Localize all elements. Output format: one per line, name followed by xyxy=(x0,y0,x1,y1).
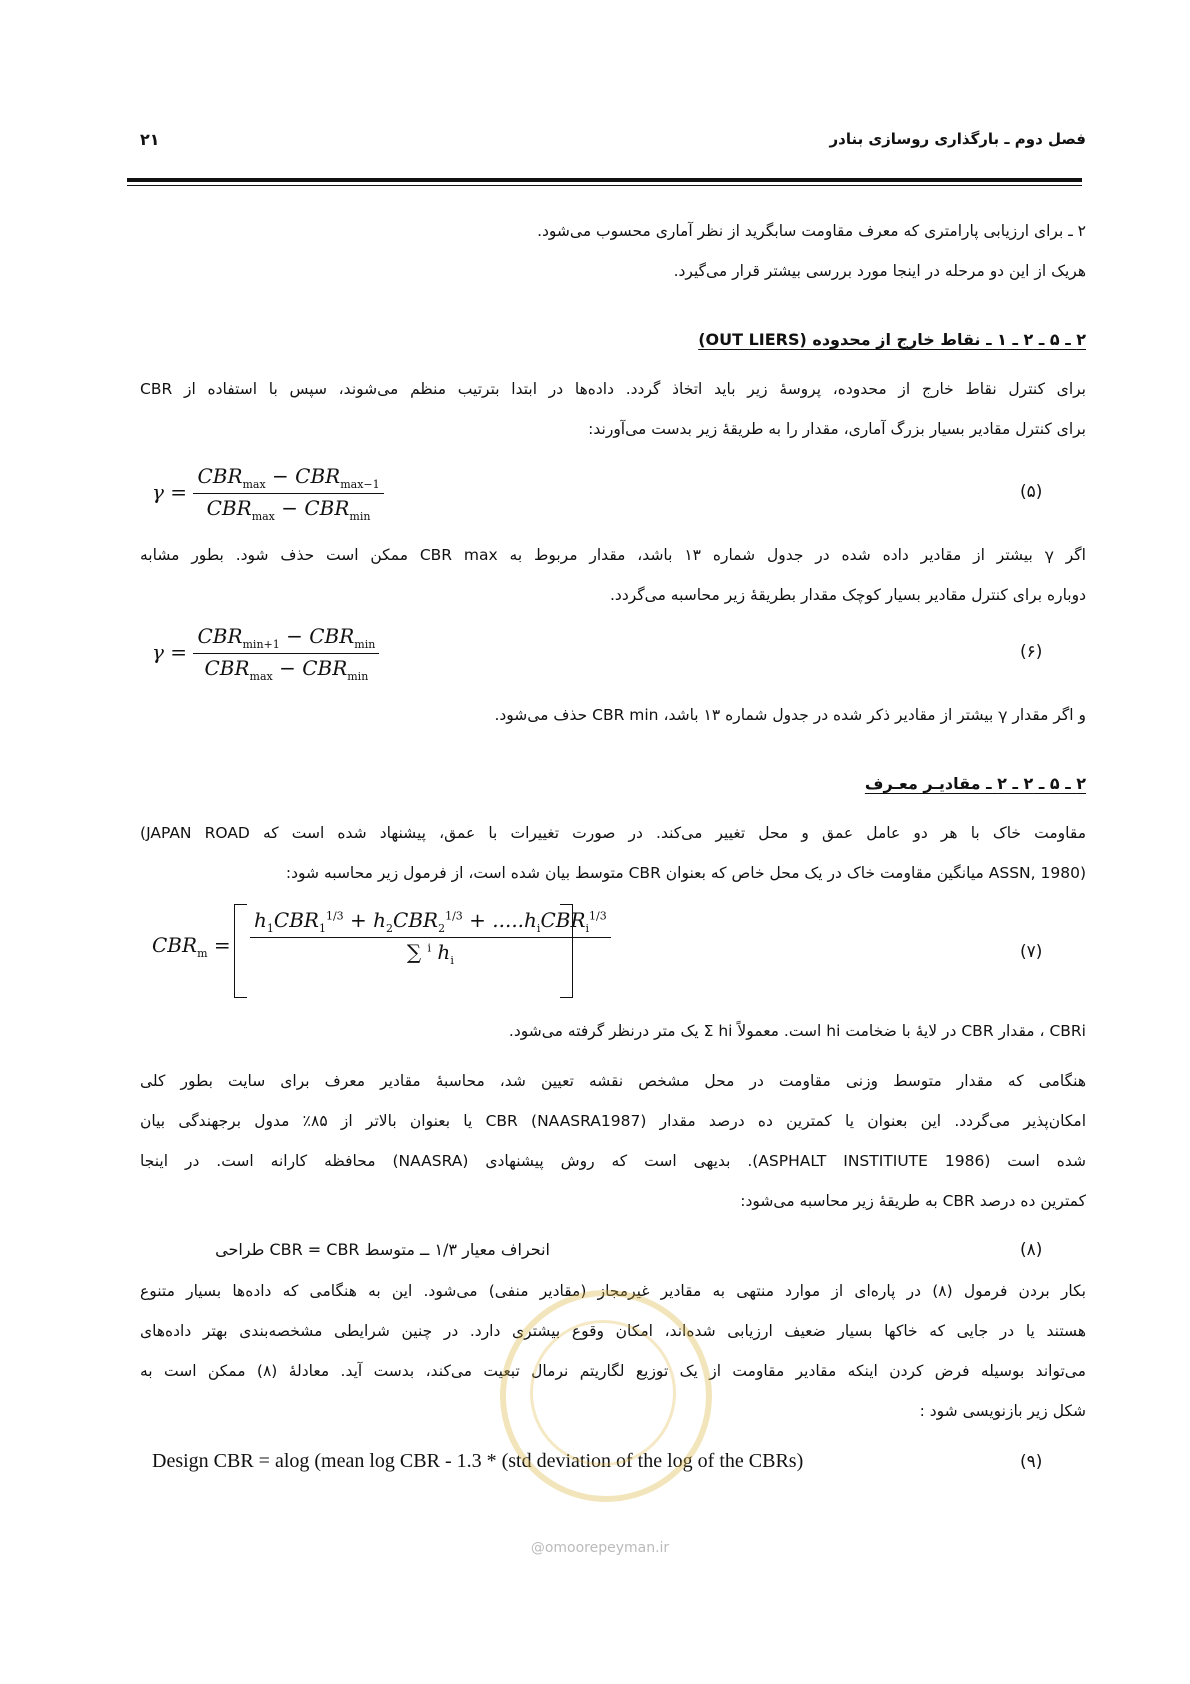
paragraph-line: هنگامی که مقدار متوسط وزنی مقاومت در محل مشخص نقشه تعیین شد، محاسبهٔ مقادیر معرف برای سایت بطور کلی xyxy=(140,1072,1086,1090)
paragraph-line: شکل زیر بازنویسی شود : xyxy=(919,1402,1086,1420)
equation-number: (۸) xyxy=(1020,1240,1043,1260)
intro-line-2: هریک از این دو مرحله در اینجا مورد بررسی بیشتر قرار می‌گیرد. xyxy=(673,262,1086,280)
paragraph-line: برای کنترل نقاط خارج از محدوده، پروسهٔ زیر باید اتخاذ گردد. داده‌ها در ابتدا بترتیب منظم می‌شوند، سپس با استفاده از CBR xyxy=(140,380,1086,398)
equation-number: (۶) xyxy=(1020,642,1043,662)
equation-number: (۷) xyxy=(1020,942,1043,962)
watermark-inner-ring-icon xyxy=(530,1320,676,1466)
equation-9: Design CBR = alog (mean log CBR - 1.3 * (std deviation of the log of the CBRs) xyxy=(152,1450,804,1472)
paragraph-line: برای کنترل مقادیر بسیار بزرگ آماری، مقدار را به طریقهٔ زیر بدست می‌آورند: xyxy=(588,420,1086,438)
paragraph-line: بکار بردن فرمول (۸) در پاره‌ای از موارد منتهی به مقادیر غیرمجاز (مقادیر منفی) می‌شود. این به هنگامی که داده‌ها بسیار متنوع xyxy=(140,1282,1086,1300)
equation-number: (۹) xyxy=(1020,1452,1043,1472)
header-rule-thick xyxy=(127,178,1082,182)
chapter-title: فصل دوم ـ بارگذاری روسازی بنادر xyxy=(829,130,1086,148)
section-heading-representative-values: ۲ ـ ۵ ـ ۲ ـ ۲ ـ مقادیـر معـرف xyxy=(864,774,1086,793)
paragraph-line: CBRi ، مقدار CBR در لایهٔ با ضخامت hi است. معمولاً Σ hi یک متر درنظر گرفته می‌شود. xyxy=(508,1022,1086,1040)
paragraph-line: هستند یا در جایی که خاکها بسیار ضعیف ارزیابی شده‌اند، امکان وقوع بیشتری دارد. در چنین شرایطی مشخصه‌بندی بهتر داده‌های xyxy=(140,1322,1086,1340)
section-heading-outliers: ۲ ـ ۵ ـ ۲ ـ ۱ ـ نقاط خارج از محدوده (OUT LIERS) xyxy=(698,330,1086,349)
watermark-site-text: @omoorepeyman.ir xyxy=(530,1540,670,1556)
header-rule-thin xyxy=(127,185,1082,186)
paragraph-line: کمترین ده درصد CBR به طریقهٔ زیر محاسبه می‌شود: xyxy=(740,1192,1086,1210)
equation-number: (۵) xyxy=(1020,482,1043,502)
intro-line-1: ۲ ـ برای ارزیابی پارامتری که معرف مقاومت سابگرید از نظر آماری محسوب می‌شود. xyxy=(537,222,1086,240)
paragraph-line: می‌تواند بوسیله فرض کردن اینکه مقادیر مقاومت از یک توزیع لگاریتم نرمال تبعیت می‌کند، بدست آید. معادلهٔ (۸) ممکن است به xyxy=(140,1362,1086,1380)
equation-8: انحراف معیار ۱/۳ ــ متوسط CBR = CBR طراحی xyxy=(215,1240,550,1259)
paragraph-line: و اگر مقدار γ بیشتر از مقادیر ذکر شده در جدول شماره ۱۳ باشد، CBR min حذف می‌شود. xyxy=(494,706,1086,724)
paragraph-line: دوباره برای کنترل مقادیر بسیار کوچک مقدار بطریقهٔ زیر محاسبه می‌گردد. xyxy=(609,586,1086,604)
left-bracket xyxy=(234,904,247,998)
page-number: ۲۱ xyxy=(140,130,160,149)
paragraph-line: اگر γ بیشتر از مقادیر داده شده در جدول شماره ۱۳ باشد، مقدار مربوط به CBR max ممکن است حذف شود. بطور مشابه xyxy=(140,546,1086,564)
paragraph-line: (ASSN, 1980 میانگین مقاومت خاک در یک محل خاص که بعنوان CBR متوسط بیان شده است، از فرمول زیر محاسبه شود: xyxy=(285,864,1086,882)
equation-7-lhs: $CBR_m$ = xyxy=(152,933,231,960)
equation-5: γ = $\frac{CBR_{max} - CBR_{max-1}}{CBR_{max} - CBR_{min}}$ xyxy=(152,464,384,523)
equation-7-fraction: $\frac{h_1CBR_1^{1/3} + h_2CBR_2^{1/3} + .....h_iCBR_i^{1/3}}{\sum ^i h_i}$ xyxy=(250,908,611,967)
paragraph-line: مقاومت خاک با هر دو عامل عمق و محل تغییر می‌کند. در صورت تغییرات با عمق، پیشنهاد شده است که JAPAN ROAD) xyxy=(140,824,1086,842)
paragraph-line: امکان‌پذیر می‌گردد. این بعنوان یا کمترین ده درصد مقدار CBR (NAASRA1987) یا بعنوان بالاتر از ۸۵٪ مدول برجهندگی بیان xyxy=(140,1112,1087,1130)
paragraph-line: شده است (ASPHALT INSTITIUTE 1986). بدیهی است که روش پیشنهادی (NAASRA) محافظه کارانه است. در اینجا xyxy=(140,1152,1086,1170)
equation-6: γ = $\frac{CBR_{min+1} - CBR_{min}}{CBR_{max} - CBR_{min}}$ xyxy=(152,624,379,683)
right-bracket xyxy=(560,904,573,998)
